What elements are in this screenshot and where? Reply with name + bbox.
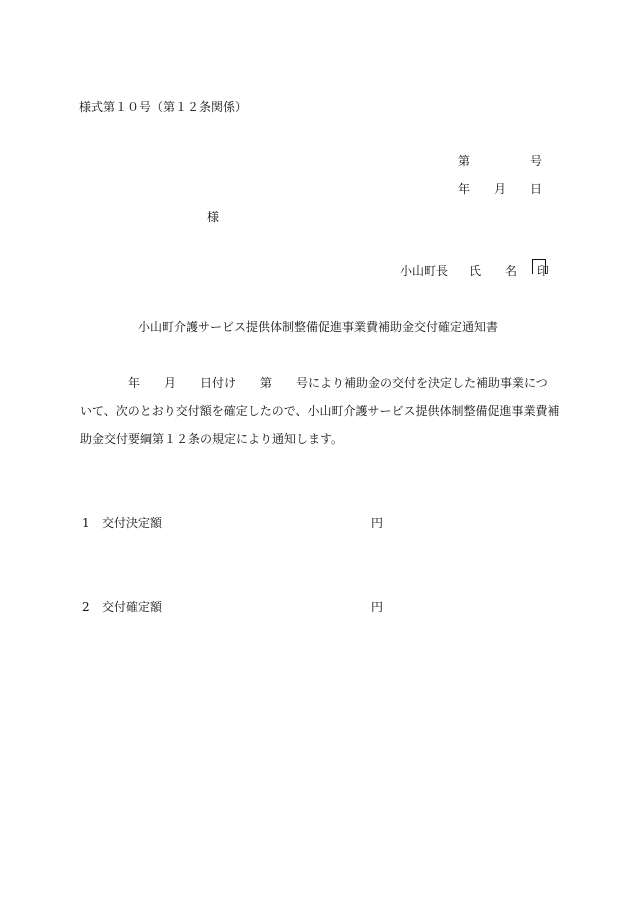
date-year: 年 <box>458 182 471 196</box>
form-label: 様式第１０号（第１２条関係） <box>79 100 248 114</box>
item-unit: 円 <box>371 600 384 614</box>
body-paragraph <box>80 369 560 453</box>
issuer-seal: 印 <box>537 264 550 278</box>
issuer-name-label-1: 氏 <box>469 264 482 278</box>
date-day: 日 <box>530 182 543 196</box>
item-label: 交付確定額 <box>102 600 163 614</box>
issuer-title: 小山町長 <box>400 264 449 278</box>
item-number: 1 <box>82 516 90 530</box>
document-title: 小山町介護サービス提供体制整備促進事業費補助金交付確定通知書 <box>138 320 499 334</box>
item-number: 2 <box>82 600 90 614</box>
body-line: いて、次のとおり交付額を確定したので、小山町介護サービス提供体制整備促進事業費補 <box>80 404 560 418</box>
item-label: 交付決定額 <box>102 516 163 530</box>
date-month: 月 <box>494 182 507 196</box>
item-unit: 円 <box>371 516 384 530</box>
document-number-suffix: 号 <box>530 154 543 168</box>
document-number-prefix: 第 <box>458 154 471 168</box>
addressee-suffix: 様 <box>207 210 220 224</box>
body-line: 助金交付要綱第１２条の規定により通知します。 <box>80 432 344 446</box>
issuer-name-label-2: 名 <box>505 264 518 278</box>
body-line: 年 月 日付け 第 号により補助金の交付を決定した補助事業につ <box>80 376 548 390</box>
